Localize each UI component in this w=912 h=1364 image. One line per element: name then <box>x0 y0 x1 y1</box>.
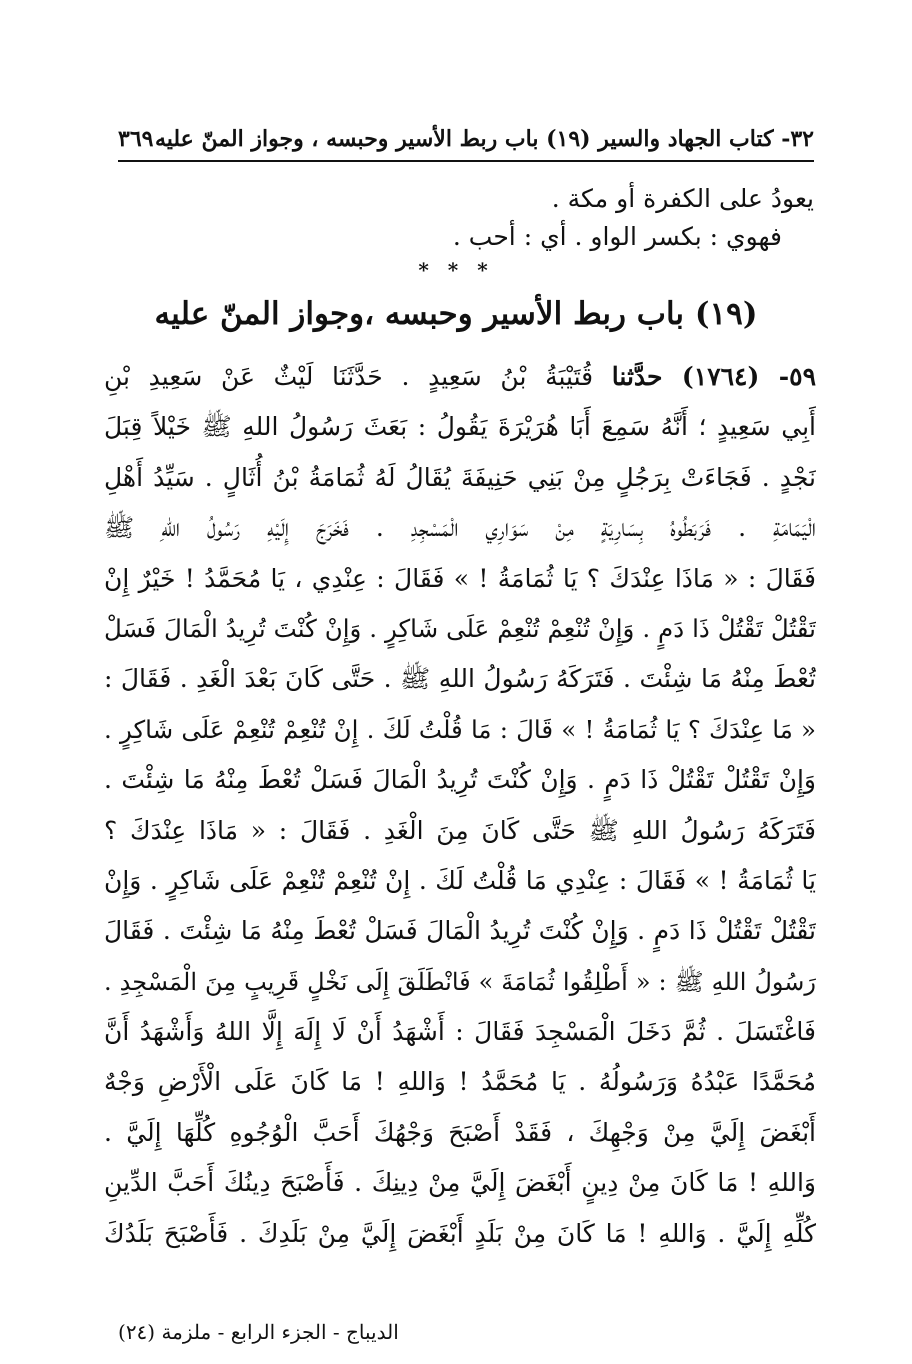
running-title: ٣٢- كتاب الجهاد والسير (١٩) باب ربط الأسير وحبسه ، وجواز المنّ عليه <box>154 126 814 152</box>
hadith-line-15: مُحَمَّدًا عَبْدُهُ وَرَسُولُهُ . يَا مُحَمَّدُ ! وَاللهِ ! مَا كَانَ عَلَى الْأَرْضِ وَجْهٌ <box>104 1067 816 1097</box>
hadith-line-17: وَاللهِ ! مَا كَانَ مِنْ دِينٍ أَبْغَضَ إِلَيَّ مِنْ دِينِكَ . فَأَصْبَحَ دِينُكَ أَحَبَّ الدِّينِ <box>104 1168 816 1198</box>
hadith-line-12: تَقْتُلْ تَقْتُلْ ذَا دَمٍ . وَإِنْ كُنْتَ تُرِيدُ الْمَالَ فَسَلْ تُعْطَ مِنْهُ مَا شِئْتَ . فَقَالَ <box>104 916 816 946</box>
intro-text <box>118 180 814 256</box>
hadith-line-13: رَسُولُ اللهِ ﷺ : « أَطْلِقُوا ثُمَامَةَ » فَانْطَلَقَ إِلَى نَخْلٍ قَرِيبٍ مِنَ الْمَسْجِدِ . <box>104 967 816 996</box>
hadith-line-5: فَقَالَ : « مَاذَا عِنْدَكَ ؟ يَا ثُمَامَةُ ! » فَقَالَ : عِنْدِي ، يَا مُحَمَّدُ ! خَيْرٌ إِنْ <box>104 563 816 593</box>
hadith-line-4: الْيَمَامَةِ . فَرَبَطُوهُ بِسَارِيَةٍ مِنْ سَوَارِي الْمَسْجِدِ . فَخَرَجَ إِلَيْهِ رَسُولُ اللهِ ﷺ <box>104 513 816 543</box>
hadith-line-18: كُلِّهِ إِلَيَّ . وَاللهِ ! مَا كَانَ مِنْ بَلَدٍ أَبْغَضَ إِلَيَّ مِنْ بَلَدِكَ . فَأَصْبَحَ بَلَدُكَ <box>104 1218 816 1248</box>
hadith-number: ٥٩- (١٧٦٤) حدَّثنا <box>611 362 816 391</box>
section-separator: * * * <box>418 258 494 282</box>
intro-line-2: فهوي : بكسر الواو . أي : أحب . <box>452 222 782 251</box>
hadith-line-8: « مَا عِنْدَكَ ؟ يَا ثُمَامَةُ ! » قَالَ : مَا قُلْتُ لَكَ . إِنْ تُنْعِمْ تُنْعِمْ عَلَى شَاكِرٍ . <box>104 714 816 744</box>
hadith-line-2: أَبِي سَعِيدٍ ؛ أَنَّهُ سَمِعَ أَبَا هُرَيْرَةَ يَقُولُ : بَعَثَ رَسُولُ اللهِ ﷺ خَيْلاً قِبَلَ <box>104 412 816 442</box>
hadith-line-14: فَاغْتَسَلَ . ثُمَّ دَخَلَ الْمَسْجِدَ فَقَالَ : أَشْهَدُ أَنْ لَا إِلَهَ إِلَّا اللهُ وَأَشْهَدُ أَنَّ <box>104 1017 816 1047</box>
page-footer: الديباج - الجزء الرابع - ملزمة (٢٤) <box>118 1320 399 1344</box>
hadith-line-6: تَقْتُلْ تَقْتُلْ ذَا دَمٍ . وَإِنْ تُنْعِمْ تُنْعِمْ عَلَى شَاكِرٍ . وَإِنْ كُنْتَ تُرِيدُ الْمَالَ فَسَلْ <box>104 613 816 643</box>
page-number: ٣٦٩ <box>118 126 154 152</box>
hadith-line-9: وَإِنْ تَقْتُلْ تَقْتُلْ ذَا دَمٍ . وَإِنْ كُنْتَ تُرِيدُ الْمَالَ فَسَلْ تُعْطَ مِنْهُ مَا شِئْتَ . <box>104 765 816 795</box>
running-header <box>118 118 814 162</box>
hadith-line-10: فَتَرَكَهُ رَسُولُ اللهِ ﷺ حَتَّى كَانَ مِنَ الْغَدِ . فَقَالَ : « مَاذَا عِنْدَكَ ؟ <box>104 815 816 845</box>
hadith-line-7: تُعْطَ مِنْهُ مَا شِئْتَ . فَتَرَكَهُ رَسُولُ اللهِ ﷺ . حَتَّى كَانَ بَعْدَ الْغَدِ . فَقَالَ : <box>104 664 816 694</box>
hadith-line-11: يَا ثُمَامَةُ ! » فَقَالَ : عِنْدِي مَا قُلْتُ لَكَ . إِنْ تُنْعِمْ تُنْعِمْ عَلَى شَاكِرٍ . وَإِنْ <box>104 865 816 895</box>
hadith-line-1-text: قُتَيْبَةُ بْنُ سَعِيدٍ . حَدَّثَنَا لَيْثٌ عَنْ سَعِيدِ بْنِ <box>104 362 594 391</box>
hadith-line-1 <box>104 352 816 402</box>
intro-line-1: يعودُ على الكفرة أو مكة . <box>551 184 814 213</box>
hadith-line-16: أَبْغَضَ إِلَيَّ مِنْ وَجْهِكَ ، فَقَدْ أَصْبَحَ وَجْهُكَ أَحَبَّ الْوُجُوهِ كُلِّهَا إِلَيَّ . <box>104 1117 816 1147</box>
chapter-title: (١٩) باب ربط الأسير وحبسه ،وجواز المنّ عليه <box>154 296 758 332</box>
hadith-line-3: نَجْدٍ . فَجَاءَتْ بِرَجُلٍ مِنْ بَنِي حَنِيفَةَ يُقَالُ لَهُ ثُمَامَةُ بْنُ أُثَالٍ . سَيِّدُ أَهْلِ <box>104 462 816 492</box>
hadith-text <box>104 352 816 1259</box>
